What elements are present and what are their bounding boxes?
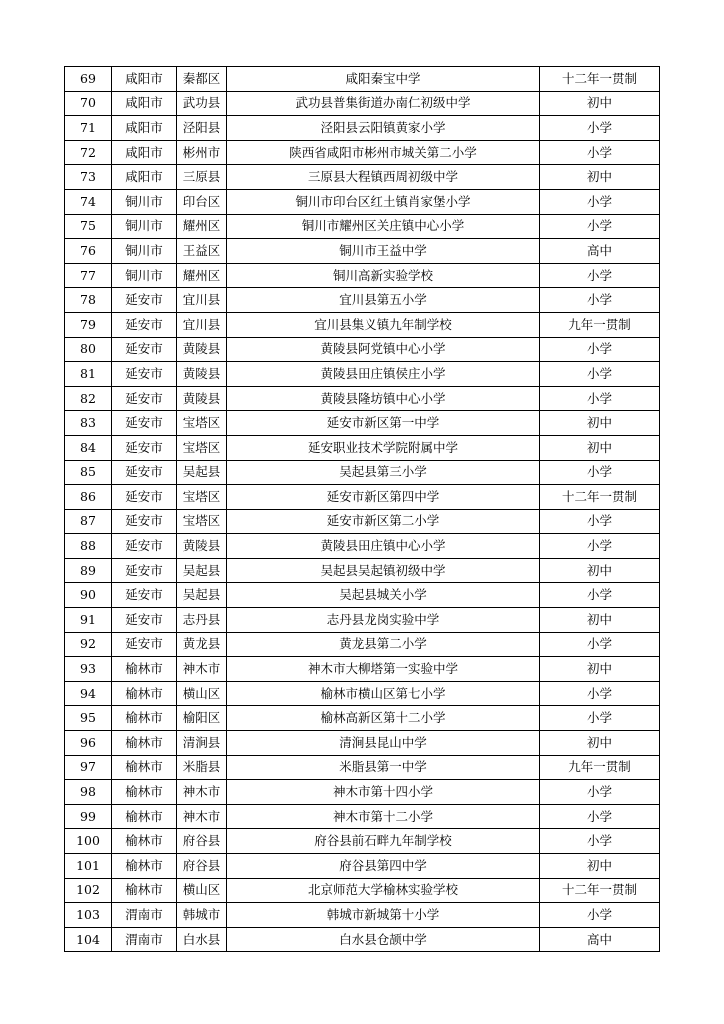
school-type-cell: 小学 [540,460,660,485]
row-number-cell: 99 [65,804,112,829]
district-cell: 王益区 [177,239,227,264]
school-name-cell: 府谷县前石畔九年制学校 [227,829,540,854]
district-cell: 彬州市 [177,140,227,165]
row-number-cell: 76 [65,239,112,264]
table-row [65,780,660,805]
table-row [65,411,660,436]
row-number-cell: 103 [65,903,112,928]
school-name-cell: 白水县仓颉中学 [227,927,540,952]
table-row [65,91,660,116]
city-cell: 延安市 [112,583,177,608]
school-type-cell: 高中 [540,927,660,952]
table-row [65,755,660,780]
row-number-cell: 86 [65,485,112,510]
table-row [65,927,660,952]
table-row [65,903,660,928]
school-name-cell: 府谷县第四中学 [227,854,540,879]
table-row [65,435,660,460]
school-name-cell: 延安市新区第二小学 [227,509,540,534]
table-row [65,534,660,559]
school-type-cell: 小学 [540,583,660,608]
row-number-cell: 93 [65,657,112,682]
table-row [65,632,660,657]
district-cell: 神木市 [177,657,227,682]
row-number-cell: 92 [65,632,112,657]
school-name-cell: 铜川市耀州区关庄镇中心小学 [227,214,540,239]
school-type-cell: 小学 [540,903,660,928]
district-cell: 横山区 [177,681,227,706]
row-number-cell: 98 [65,780,112,805]
school-type-cell: 初中 [540,91,660,116]
city-cell: 榆林市 [112,829,177,854]
school-name-cell: 泾阳县云阳镇黄家小学 [227,116,540,141]
city-cell: 渭南市 [112,927,177,952]
district-cell: 榆阳区 [177,706,227,731]
district-cell: 宜川县 [177,312,227,337]
city-cell: 铜川市 [112,189,177,214]
row-number-cell: 100 [65,829,112,854]
row-number-cell: 102 [65,878,112,903]
school-name-cell: 志丹县龙岗实验中学 [227,608,540,633]
district-cell: 黄陵县 [177,362,227,387]
school-type-cell: 小学 [540,632,660,657]
city-cell: 榆林市 [112,731,177,756]
city-cell: 咸阳市 [112,140,177,165]
table-row [65,657,660,682]
district-cell: 宜川县 [177,288,227,313]
district-cell: 吴起县 [177,460,227,485]
district-cell: 宝塔区 [177,485,227,510]
city-cell: 榆林市 [112,657,177,682]
school-name-cell: 吴起县城关小学 [227,583,540,608]
table-row [65,337,660,362]
city-cell: 延安市 [112,337,177,362]
district-cell: 神木市 [177,780,227,805]
city-cell: 榆林市 [112,681,177,706]
row-number-cell: 72 [65,140,112,165]
city-cell: 延安市 [112,460,177,485]
row-number-cell: 101 [65,854,112,879]
school-name-cell: 清涧县昆山中学 [227,731,540,756]
district-cell: 府谷县 [177,854,227,879]
district-cell: 耀州区 [177,214,227,239]
table-row [65,214,660,239]
school-type-cell: 高中 [540,239,660,264]
district-cell: 黄陵县 [177,386,227,411]
city-cell: 延安市 [112,411,177,436]
row-number-cell: 97 [65,755,112,780]
row-number-cell: 90 [65,583,112,608]
district-cell: 三原县 [177,165,227,190]
school-name-cell: 榆林市横山区第七小学 [227,681,540,706]
school-type-cell: 初中 [540,435,660,460]
row-number-cell: 91 [65,608,112,633]
city-cell: 延安市 [112,288,177,313]
table-row [65,485,660,510]
city-cell: 延安市 [112,534,177,559]
school-type-cell: 小学 [540,362,660,387]
city-cell: 铜川市 [112,239,177,264]
school-type-cell: 初中 [540,731,660,756]
school-type-cell: 十二年一贯制 [540,67,660,92]
row-number-cell: 71 [65,116,112,141]
school-name-cell: 黄龙县第二小学 [227,632,540,657]
row-number-cell: 75 [65,214,112,239]
city-cell: 铜川市 [112,263,177,288]
school-type-cell: 初中 [540,558,660,583]
school-type-cell: 初中 [540,657,660,682]
city-cell: 咸阳市 [112,67,177,92]
city-cell: 延安市 [112,608,177,633]
school-name-cell: 北京师范大学榆林实验学校 [227,878,540,903]
city-cell: 榆林市 [112,755,177,780]
table-row [65,263,660,288]
school-type-cell: 小学 [540,288,660,313]
school-name-cell: 米脂县第一中学 [227,755,540,780]
district-cell: 宝塔区 [177,435,227,460]
row-number-cell: 83 [65,411,112,436]
district-cell: 清涧县 [177,731,227,756]
school-type-cell: 十二年一贯制 [540,878,660,903]
school-type-cell: 小学 [540,706,660,731]
city-cell: 榆林市 [112,706,177,731]
district-cell: 耀州区 [177,263,227,288]
district-cell: 宝塔区 [177,509,227,534]
row-number-cell: 87 [65,509,112,534]
school-type-cell: 十二年一贯制 [540,485,660,510]
city-cell: 延安市 [112,558,177,583]
row-number-cell: 94 [65,681,112,706]
school-type-cell: 初中 [540,165,660,190]
school-name-cell: 吴起县吴起镇初级中学 [227,558,540,583]
table-row [65,67,660,92]
school-name-cell: 神木市第十二小学 [227,804,540,829]
district-cell: 志丹县 [177,608,227,633]
row-number-cell: 74 [65,189,112,214]
school-type-cell: 初中 [540,411,660,436]
school-name-cell: 三原县大程镇西周初级中学 [227,165,540,190]
city-cell: 铜川市 [112,214,177,239]
table-row [65,288,660,313]
district-cell: 秦都区 [177,67,227,92]
row-number-cell: 88 [65,534,112,559]
school-type-cell: 小学 [540,263,660,288]
row-number-cell: 104 [65,927,112,952]
city-cell: 咸阳市 [112,165,177,190]
table-row [65,460,660,485]
school-type-cell: 小学 [540,337,660,362]
row-number-cell: 81 [65,362,112,387]
school-type-cell: 小学 [540,829,660,854]
table-row [65,829,660,854]
school-type-cell: 小学 [540,140,660,165]
city-cell: 延安市 [112,435,177,460]
table-row [65,239,660,264]
row-number-cell: 80 [65,337,112,362]
school-name-cell: 神木市第十四小学 [227,780,540,805]
district-cell: 韩城市 [177,903,227,928]
table-row [65,509,660,534]
school-name-cell: 黄陵县田庄镇侯庄小学 [227,362,540,387]
district-cell: 米脂县 [177,755,227,780]
table-row [65,583,660,608]
city-cell: 延安市 [112,485,177,510]
school-type-cell: 九年一贯制 [540,755,660,780]
row-number-cell: 79 [65,312,112,337]
table-row [65,854,660,879]
school-name-cell: 黄陵县阿党镇中心小学 [227,337,540,362]
school-name-cell: 延安职业技术学院附属中学 [227,435,540,460]
table-body [65,67,660,952]
district-cell: 黄陵县 [177,337,227,362]
school-name-cell: 宜川县第五小学 [227,288,540,313]
row-number-cell: 73 [65,165,112,190]
school-list-table [64,66,660,952]
school-name-cell: 宜川县集义镇九年制学校 [227,312,540,337]
district-cell: 吴起县 [177,558,227,583]
city-cell: 榆林市 [112,780,177,805]
school-name-cell: 武功县普集街道办南仁初级中学 [227,91,540,116]
table-row [65,804,660,829]
district-cell: 印台区 [177,189,227,214]
row-number-cell: 84 [65,435,112,460]
row-number-cell: 89 [65,558,112,583]
district-cell: 神木市 [177,804,227,829]
row-number-cell: 70 [65,91,112,116]
school-type-cell: 初中 [540,854,660,879]
row-number-cell: 69 [65,67,112,92]
school-name-cell: 铜川市印台区红土镇肖家堡小学 [227,189,540,214]
school-name-cell: 黄陵县田庄镇中心小学 [227,534,540,559]
table-row [65,189,660,214]
school-name-cell: 韩城市新城第十小学 [227,903,540,928]
district-cell: 宝塔区 [177,411,227,436]
row-number-cell: 82 [65,386,112,411]
table-row [65,706,660,731]
table-row [65,362,660,387]
school-type-cell: 小学 [540,681,660,706]
district-cell: 武功县 [177,91,227,116]
school-name-cell: 榆林高新区第十二小学 [227,706,540,731]
school-type-cell: 小学 [540,780,660,805]
district-cell: 泾阳县 [177,116,227,141]
table-row [65,878,660,903]
table-row [65,140,660,165]
row-number-cell: 77 [65,263,112,288]
table-row [65,731,660,756]
city-cell: 咸阳市 [112,116,177,141]
school-name-cell: 黄陵县隆坊镇中心小学 [227,386,540,411]
row-number-cell: 95 [65,706,112,731]
city-cell: 榆林市 [112,878,177,903]
school-type-cell: 小学 [540,534,660,559]
city-cell: 榆林市 [112,854,177,879]
school-name-cell: 陕西省咸阳市彬州市城关第二小学 [227,140,540,165]
row-number-cell: 78 [65,288,112,313]
school-name-cell: 延安市新区第一中学 [227,411,540,436]
table-row [65,558,660,583]
city-cell: 咸阳市 [112,91,177,116]
school-name-cell: 咸阳秦宝中学 [227,67,540,92]
city-cell: 延安市 [112,632,177,657]
district-cell: 府谷县 [177,829,227,854]
table-row [65,165,660,190]
school-type-cell: 小学 [540,116,660,141]
row-number-cell: 85 [65,460,112,485]
table-row [65,386,660,411]
school-name-cell: 铜川市王益中学 [227,239,540,264]
school-name-cell: 铜川高新实验学校 [227,263,540,288]
district-cell: 黄龙县 [177,632,227,657]
school-name-cell: 吴起县第三小学 [227,460,540,485]
school-name-cell: 延安市新区第四中学 [227,485,540,510]
city-cell: 渭南市 [112,903,177,928]
city-cell: 延安市 [112,509,177,534]
city-cell: 延安市 [112,386,177,411]
table-row [65,312,660,337]
table-row [65,116,660,141]
district-cell: 黄陵县 [177,534,227,559]
school-type-cell: 小学 [540,804,660,829]
table-row [65,608,660,633]
school-type-cell: 初中 [540,608,660,633]
school-type-cell: 小学 [540,214,660,239]
city-cell: 延安市 [112,362,177,387]
row-number-cell: 96 [65,731,112,756]
school-type-cell: 九年一贯制 [540,312,660,337]
school-type-cell: 小学 [540,386,660,411]
city-cell: 榆林市 [112,804,177,829]
district-cell: 吴起县 [177,583,227,608]
school-type-cell: 小学 [540,509,660,534]
district-cell: 横山区 [177,878,227,903]
district-cell: 白水县 [177,927,227,952]
city-cell: 延安市 [112,312,177,337]
school-name-cell: 神木市大柳塔第一实验中学 [227,657,540,682]
table-row [65,681,660,706]
school-type-cell: 小学 [540,189,660,214]
